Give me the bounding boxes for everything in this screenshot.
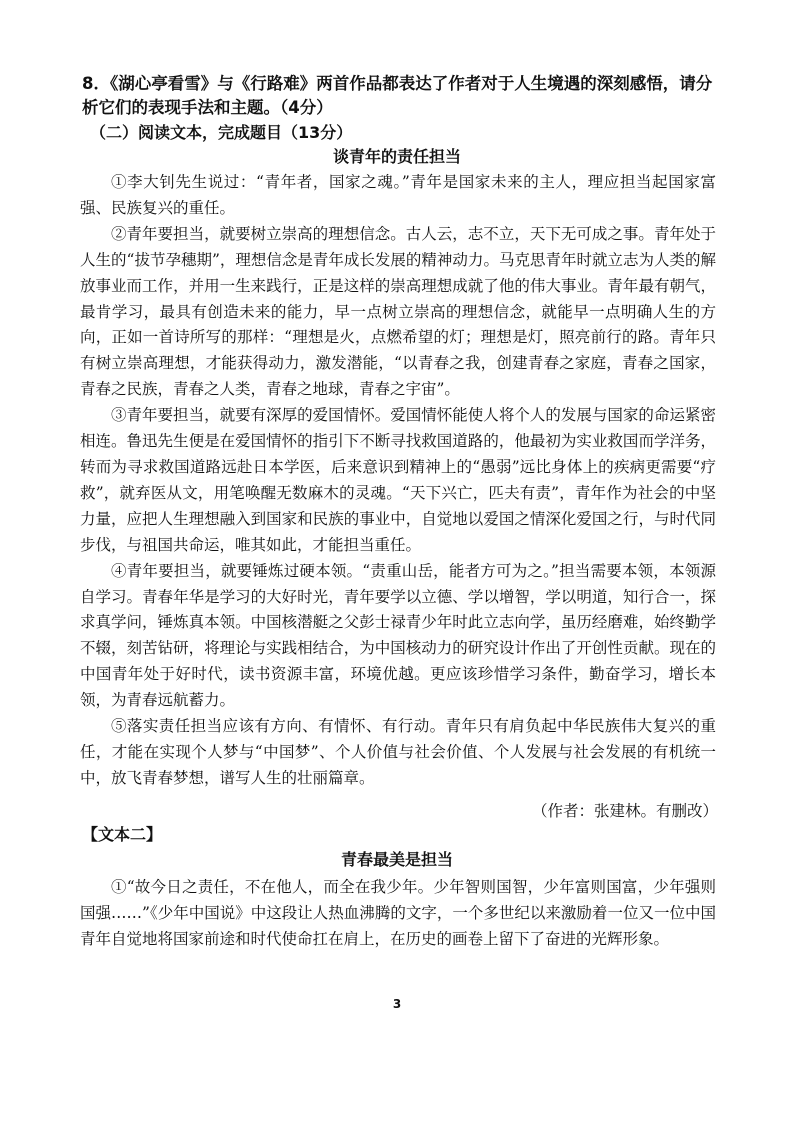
text2-label: 【文本二】 <box>82 825 163 844</box>
text1-title: 谈青年的责任担当 <box>332 147 461 166</box>
text1-paragraph-3: ③青年要担当，就要有深厚的爱国情怀。爱国情怀能使人将个人的发展与国家的命运紧密相连。鲁迅先生便是在爱国情怀的指引下不断寻找救国道路的，他最初为实业救国而学洋务，转而为寻求救国道路远赴日本学医，后来意识到精神上的“愚弱”远比身体上的疾病更需要“疗救”，就弃医从文，用笔唤醒无数麻木的灵魂。“天下兴亡，匹夫有责”，青年作为社会的中坚力量，应把人生理想融入到国家和民族的事业中，自觉地以爱国之情深化爱国之行，与时代同步伐，与祖国共命运，唯其如此，才能担当重任。 <box>80 406 716 554</box>
text1-paragraph-5: ⑤落实责任担当应该有方向、有情怀、有行动。青年只有肩负起中华民族伟大复兴的重任，才能在实现个人梦与“中国梦”、个人价值与社会价值、个人发展与社会发展的有机统一中，放飞青春梦想，谱写人生的壮丽篇章。 <box>80 717 716 787</box>
text1-author: （作者：张建林。有删改） <box>531 802 718 820</box>
text1-paragraph-4: ④青年要担当，就要锤炼过硬本领。“责重山岳，能者方可为之。”担当需要本领，本领源自学习。青春年华是学习的大好时光，青年要学以立德、学以增智，学以明道，知行合一，探求真学问，锤炼真本领。中国核潜艇之父彭士禄青少年时此立志向学，虽历经磨难，始终勤学不辍，刻苦钻研，将理论与实践相结合，为中国核动力的研究设计作出了开创性贡献。现在的中国青年处于好时代，读书资源丰富，环境优越。更应该珍惜学习条件，勤奋学习，增长本领，为青春远航蓄力。 <box>80 561 716 710</box>
text2-title: 青春最美是担当 <box>340 850 453 869</box>
text1-body <box>80 170 716 792</box>
text1-paragraph-1: ①李大钊先生说过：“青年者，国家之魂。”青年是国家未来的主人，理应担当起国家富强、民族复兴的重任。 <box>80 173 716 217</box>
text2-body <box>80 874 716 952</box>
text1-paragraph-2: ②青年要担当，就要树立崇高的理想信念。古人云，志不立，天下无可成之事。青年处于人生的“拔节孕穗期”，理想信念是青年成长发展的精神动力。马克思青年时就立志为人类的解放事业而工作，并用一生来践行，正是这样的崇高理想成就了他的伟大事业。青年最有朝气，最肯学习，最具有创造未来的能力，早一点树立崇高的理想信念，就能早一点明确人生的方向，正如一首诗所写的那样：“理想是火，点燃希望的灯；理想是灯，照亮前行的路。青年只有树立崇高理想，才能获得动力，激发潜能，“以青春之我，创建青春之家庭，青春之国家，青春之民族，青春之人类，青春之地球，青春之宇宙”。 <box>80 224 716 399</box>
page-number: 3 <box>392 997 402 1011</box>
section-heading: （二）阅读文本，完成题目（13分） <box>90 123 353 142</box>
text2-paragraph-1: ①“故今日之责任，不在他人，而全在我少年。少年智则国智，少年富则国富，少年强则国强……”《少年中国说》中这段让人热血沸腾的文字，一个多世纪以来激励着一位又一位中国青年自觉地将国家前途和时代使命扛在肩上，在历史的画卷上留下了奋进的光辉形象。 <box>80 878 716 948</box>
question-8: 8．《湖心亭看雪》与《行路难》两首作品都表达了作者对于人生境遇的深刻感悟，请分析它们的表现手法和主题。（4分） <box>82 74 713 117</box>
